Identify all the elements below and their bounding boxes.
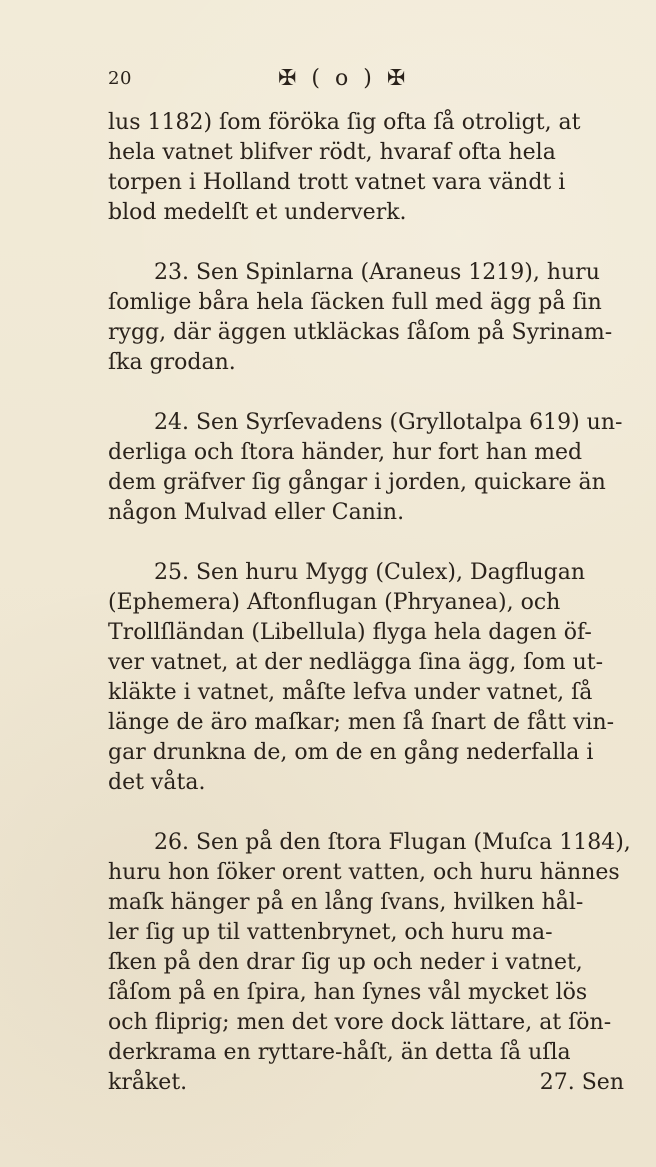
- text-line: ſken på den drar ſig up och neder i vatnet,: [108, 950, 583, 975]
- text-line: Trollſländan (Libellula) flyga hela dagen öf-: [108, 620, 592, 645]
- text-line: derkrama en ryttare-håſt, än detta ſå uſla: [108, 1040, 571, 1065]
- text-line: huru hon ſöker orent vatten, och huru hännes: [108, 860, 620, 885]
- final-word: kråket.: [108, 1070, 188, 1095]
- catchword: 27. Sen: [539, 1070, 624, 1095]
- text-line: blod medelſt et underverk.: [108, 200, 407, 225]
- text-line: kläkte i vatnet, måſte lefva under vatnet, ſå: [108, 680, 593, 705]
- text-line: (Ephemera) Aftonflugan (Phryanea), och: [108, 590, 561, 615]
- text-line: gar drunkna de, om de en gång nederfalla i: [108, 740, 594, 765]
- page-number: 20: [108, 68, 132, 89]
- text-line: någon Mulvad eller Canin.: [108, 500, 405, 525]
- text-line: ler ſig up til vattenbrynet, och huru ma-: [108, 920, 553, 945]
- paragraph-24: [108, 408, 630, 528]
- text-line: dem gräfver ſig gångar i jorden, quickare än: [108, 470, 606, 495]
- text-line: lus 1182) ſom föröka ſig ofta ſå otroligt, at: [108, 110, 581, 135]
- text-line: och fliprig; men det vore dock lättare, at ſön-: [108, 1010, 612, 1035]
- main-text: [108, 108, 630, 1098]
- text-line: 26. Sen på den ſtora Flugan (Muſca 1184),: [154, 830, 631, 855]
- paragraph-25: [108, 558, 630, 798]
- final-line: [108, 1068, 630, 1098]
- text-line: ſåſom på en ſpira, han ſynes vål mycket lös: [108, 980, 588, 1005]
- text-line: ver vatnet, at der nedlägga ſina ägg, ſom ut-: [108, 650, 604, 675]
- text-line: maſk hänger på en lång ſvans, hvilken hål-: [108, 890, 584, 915]
- text-line: länge de äro maſkar; men ſå ſnart de fått vin-: [108, 710, 615, 735]
- text-line: 25. Sen huru Mygg (Culex), Dagflugan: [154, 560, 586, 585]
- text-line: derliga och ſtora händer, hur fort han med: [108, 440, 583, 465]
- paragraph-1: [108, 108, 630, 228]
- paragraph-26: [108, 828, 630, 1098]
- text-line: rygg, där äggen utkläckas ſåſom på Syrinam-: [108, 320, 613, 345]
- paragraph-23: [108, 258, 630, 378]
- text-line: 23. Sen Spinlarna (Araneus 1219), huru: [154, 260, 600, 285]
- text-line: hela vatnet blifver rödt, hvaraf ofta hela: [108, 140, 556, 165]
- text-line: ſomlige båra hela ſäcken full med ägg på ſin: [108, 290, 602, 315]
- text-line: det våta.: [108, 770, 206, 795]
- text-line: ſka grodan.: [108, 350, 236, 375]
- running-head: ✠ ( o ) ✠: [278, 66, 410, 91]
- text-line: 24. Sen Syrſevadens (Gryllotalpa 619) un-: [154, 410, 623, 435]
- text-line: torpen i Holland trott vatnet vara vändt i: [108, 170, 566, 195]
- page-header: [108, 68, 636, 96]
